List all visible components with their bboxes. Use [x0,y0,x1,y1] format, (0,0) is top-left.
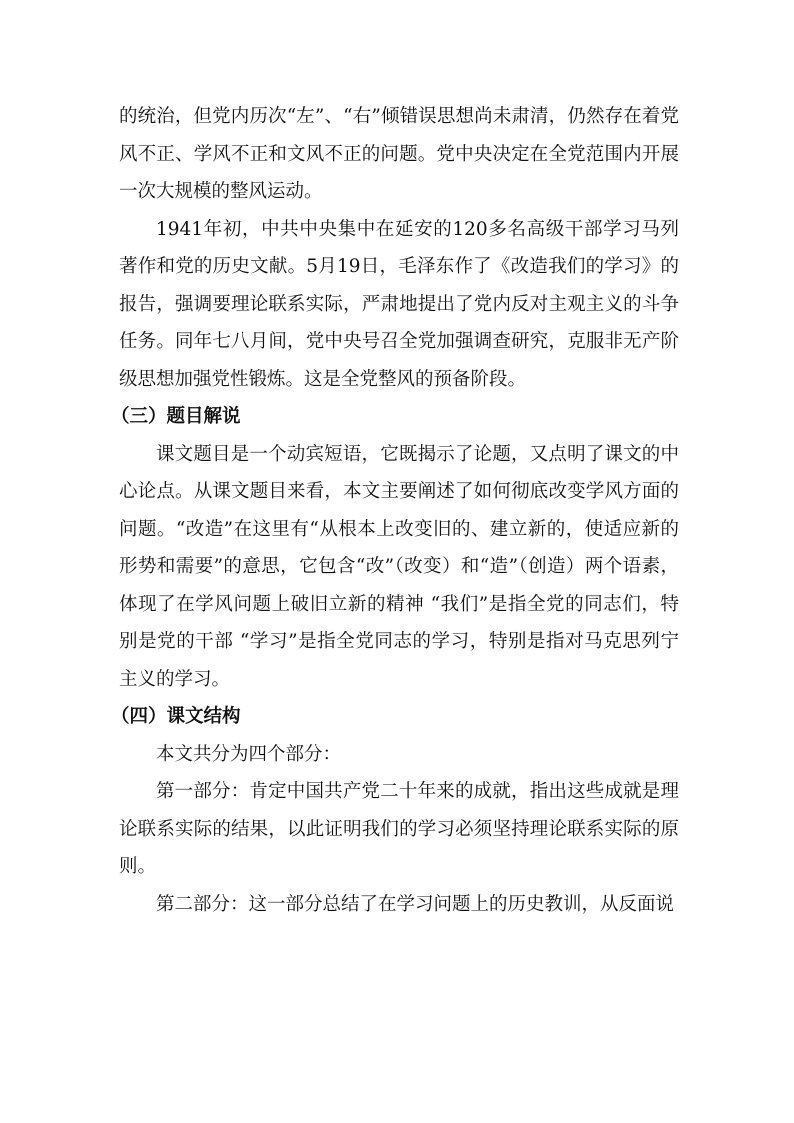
paragraph-structure-overview: 本文共分为四个部分： [156,743,342,765]
paragraph-part-two: 第二部分：这一部分总结了在学习问题上的历史教训，从反面说 [156,893,675,915]
document-body [111,98,679,923]
section-heading-title-explanation: （三）题目解说 [111,406,241,427]
section-heading-text-structure: （四）课文结构 [111,706,241,727]
paragraph-part-one: 第一部分：肯定中国共产党二十年来的成就，指出这些成就是理论联系实际的结果，以此证明我们的学习必须坚持理论联系实际的原则。 [119,781,679,877]
paragraph-title-explanation: 课文题目是一个动宾短语，它既揭示了论题，又点明了课文的中心论点。从课文题目来看，本文主要阐述了如何彻底改变学风方面的问题。“改造”在这里有“从根本上改变旧的、建立新的，使适应新的形势和需要”的意思，它包含“改”（改变）和“造”（创造）两个语素，体现了在学风问题上破旧立新的精神 “我们”是指全党的同志们，特别是党的干部 “学习”是指全党同志的学习，特别是指对马克思列宁主义的学习。 [119,443,679,690]
paragraph-1941-study: 1941年初，中共中央集中在延安的120多名高级干部学习马列著作和党的历史文献。5月19日，毛泽东作了《改造我们的学习》的报告，强调要理论联系实际，严肃地提出了党内反对主观主义的斗争任务。同年七八月间，党中央号召全党加强调查研究，克服非无产阶级思想加强党性锻炼。这是全党整风的预备阶段。 [119,218,679,390]
paragraph-rectification-intro: 的统治，但党内历次“左”、“右”倾错误思想尚未肃清，仍然存在着党风不正、学风不正和文风不正的问题。党中央决定在全党范围内开展一次大规模的整风运动。 [119,106,679,202]
